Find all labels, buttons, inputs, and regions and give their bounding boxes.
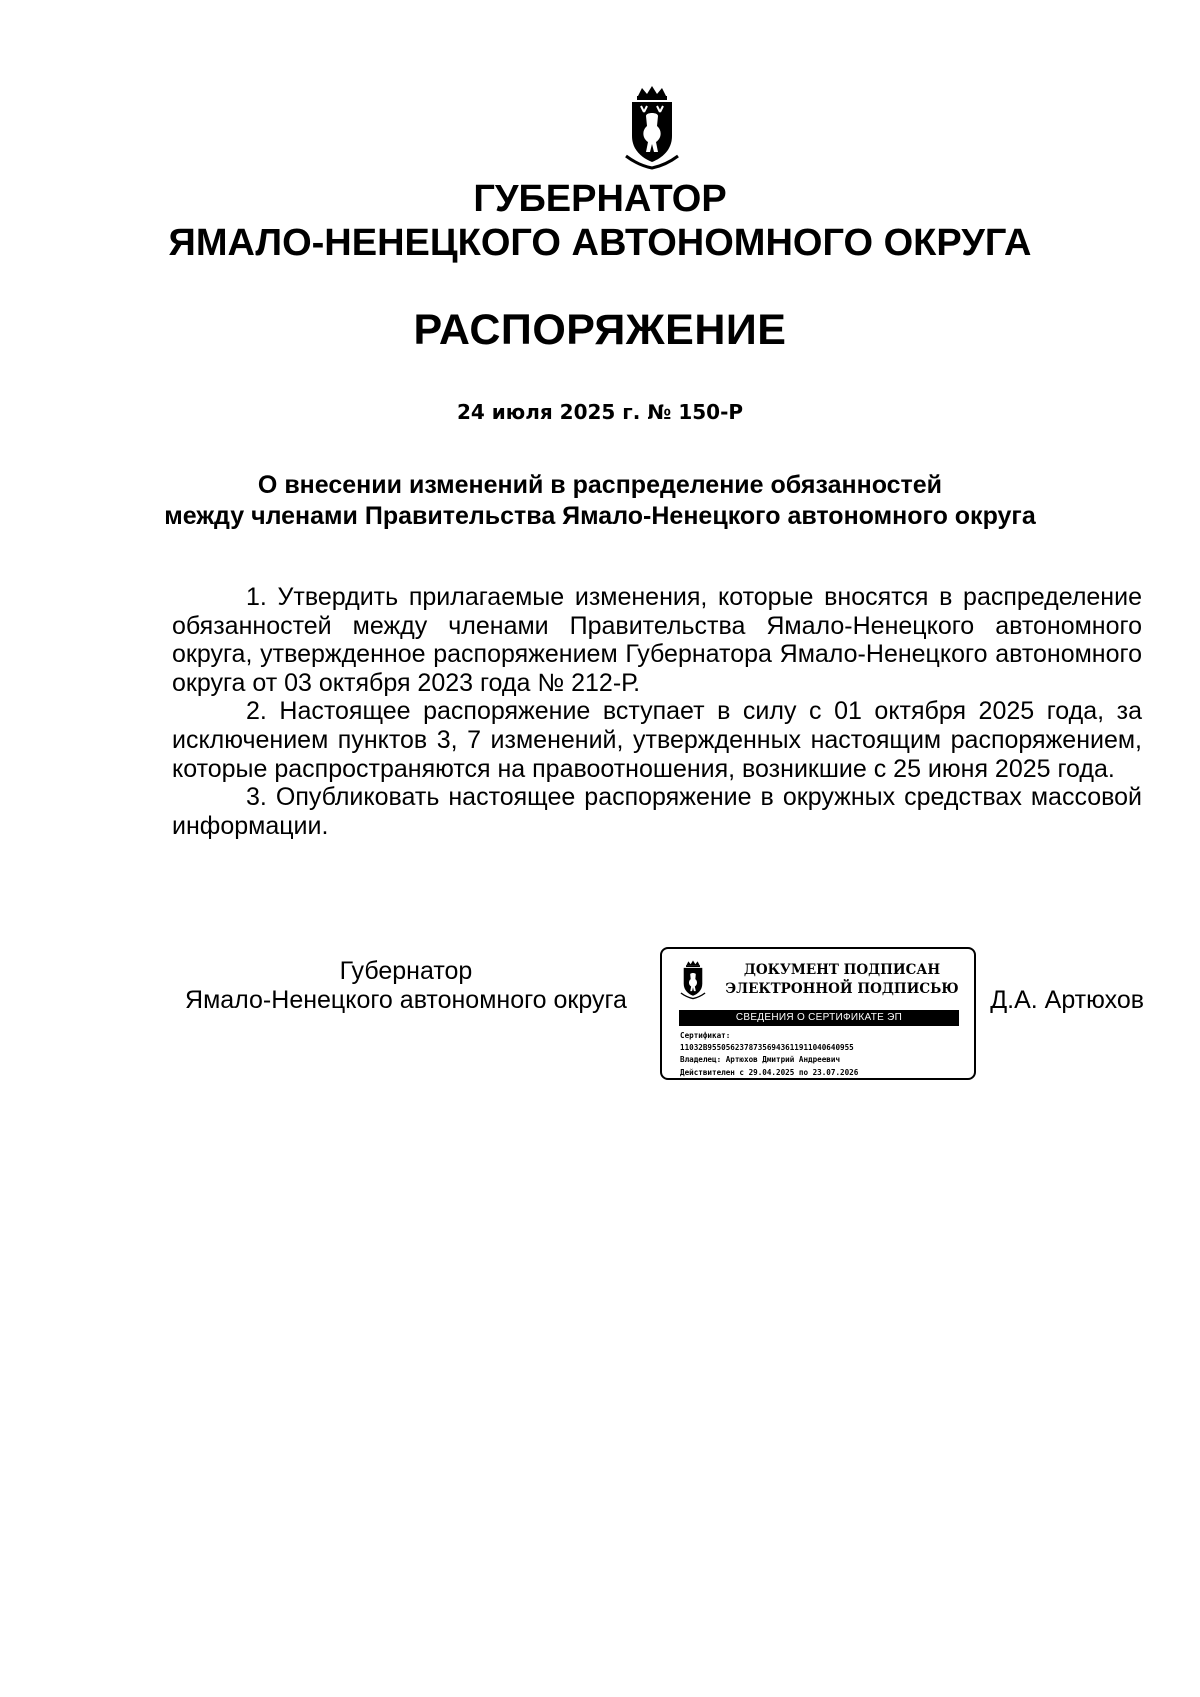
subject-line1: О внесении изменений в распределение обязанностей xyxy=(257,471,943,499)
stamp-certificate-info xyxy=(680,1030,965,1079)
signatory-position xyxy=(172,957,640,1015)
paragraph-3: 3. Опубликовать настоящее распоряжение в окружных средствах массовой информации. xyxy=(172,783,1142,840)
cert-validity: Действителен с 29.04.2025 по 23.07.2026 xyxy=(680,1067,859,1077)
subject-line2: между членами Правительства Ямало-Ненецкого автономного округа xyxy=(164,502,1036,530)
paragraph-2: 2. Настоящее распоряжение вступает в силу с 01 октября 2025 года, за исключением пунктов 3, 7 изменений, утвержденных настоящим распоряжением, которые распространяются на правоотношения, возникшие с 25 июня 2025 года. xyxy=(172,697,1142,783)
authority-title-line1: ГУБЕРНАТОР xyxy=(473,178,727,220)
document-subject xyxy=(0,470,1200,532)
signatory-name: Д.А. Артюхов xyxy=(990,986,1144,1014)
stamp-certificate-bar: СВЕДЕНИЯ О СЕРТИФИКАТЕ ЭП xyxy=(679,1010,959,1026)
stamp-emblem-icon xyxy=(680,959,706,1001)
signatory-position-line1: Губернатор xyxy=(339,957,473,985)
stamp-header xyxy=(722,961,962,999)
document-date-number: 24 июля 2025 г. № 150-Р xyxy=(456,400,744,424)
cert-owner: Владелец: Артюхов Дмитрий Андреевич xyxy=(680,1055,841,1065)
authority-title-line2: ЯМАЛО-НЕНЕЦКОГО АВТОНОМНОГО ОКРУГА xyxy=(168,222,1032,264)
signatory-position-line2: Ямало-Ненецкого автономного округа xyxy=(185,986,627,1014)
coat-of-arms-emblem xyxy=(624,86,680,170)
stamp-header-line1: ДОКУМЕНТ ПОДПИСАН xyxy=(743,962,941,978)
stamp-header-line2: ЭЛЕКТРОННОЙ ПОДПИСЬЮ xyxy=(725,981,959,997)
document-type-heading: РАСПОРЯЖЕНИЕ xyxy=(413,306,787,354)
document-body xyxy=(172,583,1142,840)
cert-label: Сертификат: xyxy=(680,1031,731,1040)
cert-number: 11032B95505623787356943611911040640955 xyxy=(680,1043,854,1053)
paragraph-1: 1. Утвердить прилагаемые изменения, которые вносятся в распределение обязанностей между членами Правительства Ямало-Ненецкого автономного округа, утвержденное распоряжением Губернатора Ямало-Ненецкого автономного округа от 03 октября 2023 года № 212-Р. xyxy=(172,583,1142,697)
electronic-signature-stamp xyxy=(660,947,976,1080)
